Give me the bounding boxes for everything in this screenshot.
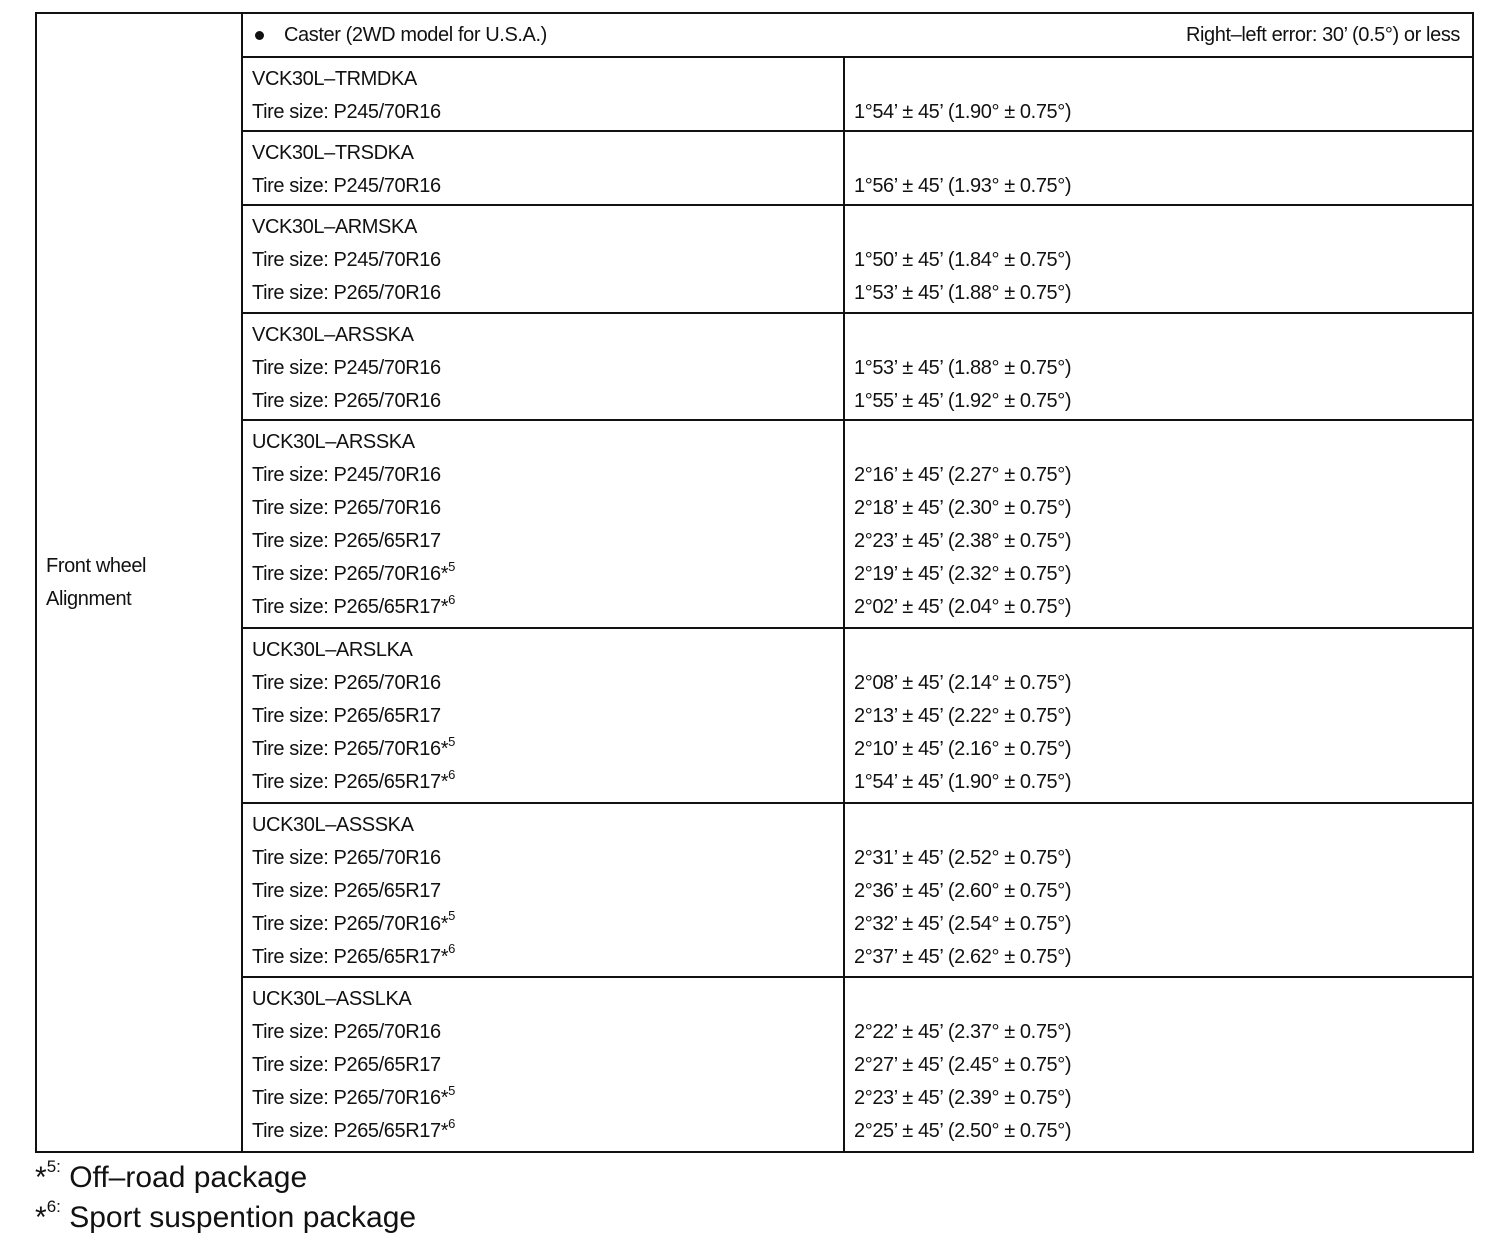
caster-value: 2°13’ ± 45’ (2.22° ± 0.75°) [854, 705, 1072, 728]
tire-size-text: Tire size: P265/65R17 [252, 530, 441, 553]
footnote-ref: 6 [448, 766, 455, 782]
tire-size-label [243, 766, 843, 799]
header-row [36, 13, 1473, 57]
side-label-cell [36, 13, 242, 1152]
caster-value: 2°27’ ± 45’ (2.45° ± 0.75°) [854, 1054, 1072, 1077]
caster-value-cell [844, 628, 1473, 803]
tire-size-label [243, 875, 843, 908]
model-group-row [36, 131, 1473, 205]
header-tolerance: Right–left error: 30’ (0.5°) or less [1185, 23, 1461, 46]
tire-size-text: Tire size: P265/70R16* [252, 912, 449, 935]
caster-value: 2°31’ ± 45’ (2.52° ± 0.75°) [854, 846, 1072, 869]
caster-value: 2°36’ ± 45’ (2.60° ± 0.75°) [854, 879, 1072, 902]
tire-size-text: Tire size: P245/70R16 [252, 249, 441, 272]
tire-size-text: Tire size: P265/65R17* [252, 596, 449, 619]
tire-size-label [243, 492, 843, 525]
model-tire-cell [242, 205, 844, 313]
tire-size-text: Tire size: P265/70R16* [252, 563, 449, 586]
tire-size-text: Tire size: P265/65R17 [252, 705, 441, 728]
tire-size-label [243, 1115, 843, 1148]
caster-value: 2°10’ ± 45’ (2.16° ± 0.75°) [854, 738, 1072, 761]
tire-size-label [243, 1082, 843, 1115]
tire-size-label [243, 1049, 843, 1082]
caster-value-cell [844, 205, 1473, 313]
footnote-5-ref: 5: [46, 1157, 61, 1176]
tire-size-text: Tire size: P245/70R16 [252, 464, 441, 487]
tire-size-label [243, 941, 843, 974]
model-group-row [36, 57, 1473, 131]
model-code: VCK30L–ARSSKA [252, 323, 414, 346]
tire-size-label [243, 352, 843, 385]
side-label-line-1: Front wheel [46, 554, 147, 577]
footnote-ref: 5 [448, 733, 455, 749]
caster-value: 2°02’ ± 45’ (2.04° ± 0.75°) [854, 596, 1072, 619]
tire-size-text: Tire size: P265/70R16 [252, 846, 441, 869]
model-tire-cell [242, 131, 844, 205]
caster-value: 2°18’ ± 45’ (2.30° ± 0.75°) [854, 497, 1072, 520]
tire-size-text: Tire size: P265/65R17* [252, 771, 449, 794]
caster-value: 2°19’ ± 45’ (2.32° ± 0.75°) [854, 563, 1072, 586]
tire-size-text: Tire size: P245/70R16 [252, 101, 441, 123]
tire-size-label [243, 667, 843, 700]
model-group-row [36, 205, 1473, 313]
tire-size-label [243, 842, 843, 875]
header-title: Caster (2WD model for U.S.A.) [284, 23, 547, 46]
caster-value: 2°32’ ± 45’ (2.54° ± 0.75°) [854, 912, 1072, 935]
footnote-5 [35, 1158, 416, 1198]
tire-size-text: Tire size: P265/70R16* [252, 738, 449, 761]
tire-size-label [243, 244, 843, 277]
tire-size-text: Tire size: P265/65R17 [252, 1054, 441, 1077]
model-tire-cell [242, 313, 844, 421]
model-group-row [36, 420, 1473, 628]
tire-size-text: Tire size: P265/70R16 [252, 282, 441, 305]
tire-size-text: Tire size: P265/65R17 [252, 879, 441, 902]
tire-size-label [243, 525, 843, 558]
bullet-icon [255, 31, 264, 40]
model-tire-cell [242, 977, 844, 1152]
caster-value: 1°56’ ± 45’ (1.93° ± 0.75°) [854, 175, 1072, 198]
caster-value-cell [844, 313, 1473, 421]
tire-size-label [243, 96, 843, 129]
tire-size-text: Tire size: P265/70R16 [252, 672, 441, 695]
footnote-6-ref: 6: [46, 1197, 61, 1216]
model-tire-cell [242, 628, 844, 803]
tire-size-label [243, 591, 843, 624]
tire-size-text: Tire size: P265/70R16 [252, 1021, 441, 1044]
footnote-ref: 6 [448, 1115, 455, 1131]
tire-size-label [243, 700, 843, 733]
footnotes [35, 1158, 416, 1238]
tire-size-text: Tire size: P245/70R16 [252, 356, 441, 379]
model-tire-cell [242, 57, 844, 131]
caster-spec-table [35, 12, 1474, 1153]
caster-value: 2°22’ ± 45’ (2.37° ± 0.75°) [854, 1021, 1072, 1044]
model-code: VCK30L–TRSDKA [252, 142, 414, 165]
tire-size-label [243, 558, 843, 591]
tire-size-text: Tire size: P265/65R17* [252, 1120, 449, 1143]
caster-value: 1°53’ ± 45’ (1.88° ± 0.75°) [854, 282, 1072, 305]
caster-value: 2°08’ ± 45’ (2.14° ± 0.75°) [854, 672, 1072, 695]
caster-value: 1°55’ ± 45’ (1.92° ± 0.75°) [854, 389, 1072, 412]
caster-header-cell [242, 13, 1473, 57]
footnote-ref: 5 [448, 558, 455, 574]
caster-value: 2°25’ ± 45’ (2.50° ± 0.75°) [854, 1120, 1072, 1143]
footnote-ref: 5 [448, 908, 455, 924]
tire-size-text: Tire size: P265/70R16 [252, 389, 441, 412]
caster-value: 1°53’ ± 45’ (1.88° ± 0.75°) [854, 356, 1072, 379]
tire-size-label [243, 459, 843, 492]
footnote-6-mark: * [35, 1201, 47, 1234]
tire-size-label [243, 277, 843, 310]
caster-value: 2°23’ ± 45’ (2.38° ± 0.75°) [854, 530, 1072, 553]
model-code: UCK30L–ARSSKA [252, 431, 415, 454]
model-code: VCK30L–ARMSKA [252, 216, 417, 239]
tire-size-text: Tire size: P265/65R17* [252, 945, 449, 968]
tire-size-label [243, 733, 843, 766]
caster-value: 1°54’ ± 45’ (1.90° ± 0.75°) [854, 771, 1072, 794]
tire-size-text: Tire size: P265/70R16 [252, 497, 441, 520]
side-label-line-2: Alignment [46, 587, 132, 610]
model-tire-cell [242, 803, 844, 978]
model-group-row [36, 803, 1473, 978]
footnote-6-text: Sport suspention package [60, 1201, 417, 1234]
tire-size-label [243, 170, 843, 203]
caster-value-cell [844, 420, 1473, 628]
model-code: UCK30L–ASSLKA [252, 988, 412, 1011]
caster-value: 1°50’ ± 45’ (1.84° ± 0.75°) [854, 249, 1072, 272]
footnote-ref: 6 [448, 591, 455, 607]
model-group-row [36, 977, 1473, 1152]
caster-value: 1°54’ ± 45’ (1.90° ± 0.75°) [854, 101, 1072, 123]
caster-value: 2°37’ ± 45’ (2.62° ± 0.75°) [854, 945, 1072, 968]
footnote-6 [35, 1198, 416, 1238]
tire-size-text: Tire size: P265/70R16* [252, 1087, 449, 1110]
model-code: UCK30L–ARSLKA [252, 639, 413, 662]
caster-value-cell [844, 57, 1473, 131]
tire-size-label [243, 908, 843, 941]
model-code: UCK30L–ASSSKA [252, 813, 414, 836]
caster-value: 2°16’ ± 45’ (2.27° ± 0.75°) [854, 464, 1072, 487]
footnote-ref: 5 [448, 1082, 455, 1098]
footnote-ref: 6 [448, 941, 455, 957]
caster-value-cell [844, 131, 1473, 205]
tire-size-label [243, 385, 843, 418]
footnote-5-mark: * [35, 1161, 47, 1194]
tire-size-text: Tire size: P245/70R16 [252, 175, 441, 198]
footnote-5-text: Off–road package [60, 1161, 308, 1194]
model-group-row [36, 628, 1473, 803]
caster-value-cell [844, 803, 1473, 978]
caster-value-cell [844, 977, 1473, 1152]
model-code: VCK30L–TRMDKA [252, 68, 417, 90]
model-tire-cell [242, 420, 844, 628]
model-group-row [36, 313, 1473, 421]
caster-value: 2°23’ ± 45’ (2.39° ± 0.75°) [854, 1087, 1072, 1110]
tire-size-label [243, 1016, 843, 1049]
